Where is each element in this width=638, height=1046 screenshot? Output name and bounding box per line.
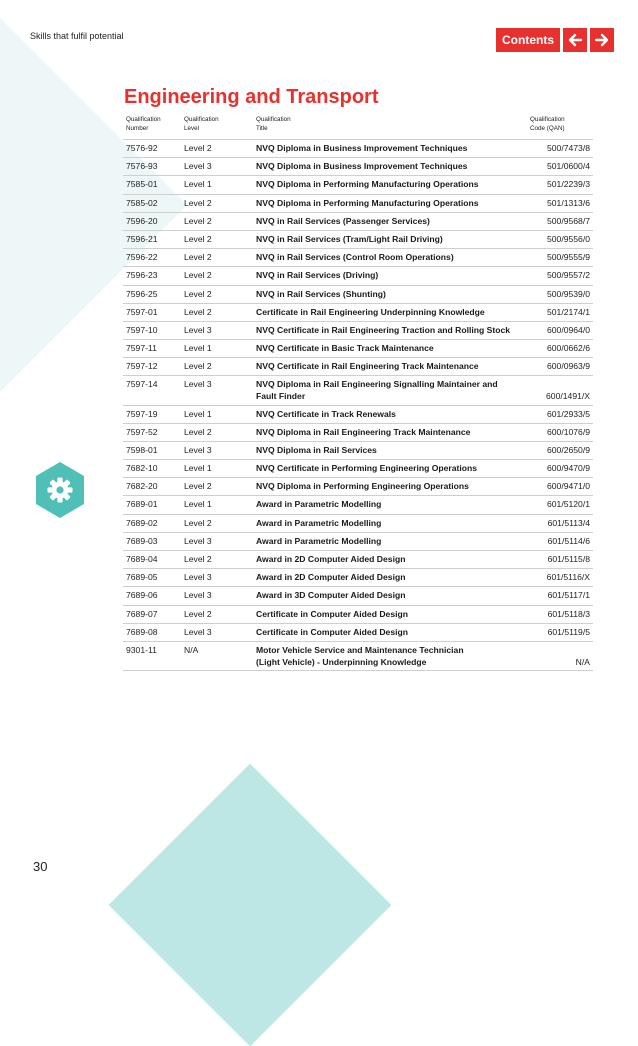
qualification-title: NVQ in Rail Services (Shunting)	[253, 285, 527, 303]
qualification-number: 7689-01	[123, 496, 181, 514]
qualification-level: Level 1	[181, 176, 253, 194]
table-row	[123, 478, 593, 496]
qualification-number: 7597-14	[123, 376, 181, 405]
qualification-level: Level 3	[181, 532, 253, 550]
qualification-level: Level 2	[181, 605, 253, 623]
qualification-level: Level 3	[181, 587, 253, 605]
qualification-level: Level 2	[181, 267, 253, 285]
gear-icon	[31, 461, 89, 519]
qualification-number: 7689-05	[123, 569, 181, 587]
qualification-code: 500/9557/2	[527, 267, 593, 285]
table-row	[123, 140, 593, 158]
qualification-number: 7597-12	[123, 358, 181, 376]
qualification-code: 500/9568/7	[527, 212, 593, 230]
qualification-number: 7689-02	[123, 514, 181, 532]
qualification-code: 600/0964/0	[527, 321, 593, 339]
qualification-title: Motor Vehicle Service and Maintenance Technician (Light Vehicle) - Underpinning Knowledge	[253, 641, 527, 670]
section-badge	[31, 461, 89, 519]
qualification-code: 500/9556/0	[527, 230, 593, 248]
qualification-title: Award in 2D Computer Aided Design	[253, 569, 527, 587]
qualification-level: Level 2	[181, 358, 253, 376]
qualification-number: 7689-03	[123, 532, 181, 550]
column-header-title: Qualification Title	[253, 113, 527, 140]
header-navigation	[496, 28, 614, 52]
table-row	[123, 641, 593, 670]
qualification-title: Award in Parametric Modelling	[253, 514, 527, 532]
qualification-number: 7596-25	[123, 285, 181, 303]
table-row	[123, 376, 593, 405]
qualification-level: Level 2	[181, 551, 253, 569]
qualification-number: 7585-02	[123, 194, 181, 212]
table-row	[123, 158, 593, 176]
qualification-number: 7597-10	[123, 321, 181, 339]
qualification-code: 601/5113/4	[527, 514, 593, 532]
arrow-right-icon	[594, 32, 610, 48]
qualification-title: Award in 3D Computer Aided Design	[253, 587, 527, 605]
qualification-title: NVQ Diploma in Business Improvement Techniques	[253, 140, 527, 158]
table-row	[123, 423, 593, 441]
table-row	[123, 460, 593, 478]
qualification-title: NVQ Certificate in Track Renewals	[253, 405, 527, 423]
qualification-title: Certificate in Computer Aided Design	[253, 605, 527, 623]
table-row	[123, 176, 593, 194]
qualification-title: NVQ Diploma in Business Improvement Techniques	[253, 158, 527, 176]
qualification-level: Level 3	[181, 376, 253, 405]
qualification-level: Level 2	[181, 423, 253, 441]
qualification-level: Level 2	[181, 478, 253, 496]
qualification-code: 500/9555/9	[527, 249, 593, 267]
qualification-code: 600/1076/9	[527, 423, 593, 441]
page-number: 30	[33, 859, 48, 874]
qualification-title: NVQ Diploma in Performing Manufacturing Operations	[253, 194, 527, 212]
header-tagline: Skills that fulfil potential	[30, 31, 124, 41]
table-row	[123, 605, 593, 623]
qualification-level: Level 3	[181, 158, 253, 176]
qualification-level: Level 3	[181, 623, 253, 641]
qualification-level: Level 2	[181, 140, 253, 158]
table-row	[123, 230, 593, 248]
qualification-title: NVQ Certificate in Rail Engineering Traction and Rolling Stock	[253, 321, 527, 339]
qualification-level: Level 2	[181, 212, 253, 230]
qualification-level: Level 2	[181, 303, 253, 321]
qualification-title: NVQ Certificate in Rail Engineering Track Maintenance	[253, 358, 527, 376]
qualification-number: 9301-11	[123, 641, 181, 670]
table-row	[123, 623, 593, 641]
qualification-title: NVQ Diploma in Rail Services	[253, 441, 527, 459]
qualification-level: Level 1	[181, 340, 253, 358]
qualification-code: 601/5116/X	[527, 569, 593, 587]
background-diamond-bottom	[109, 764, 392, 1046]
column-header-code: Qualification Code (QAN)	[527, 113, 593, 140]
qualification-level: Level 2	[181, 230, 253, 248]
qualification-code: 601/5119/5	[527, 623, 593, 641]
table-row	[123, 321, 593, 339]
qualification-title: NVQ Diploma in Performing Engineering Operations	[253, 478, 527, 496]
previous-page-button[interactable]	[563, 28, 587, 52]
qualification-number: 7597-19	[123, 405, 181, 423]
qualification-title: NVQ in Rail Services (Passenger Services)	[253, 212, 527, 230]
qualification-title: Award in Parametric Modelling	[253, 496, 527, 514]
qualification-title: Certificate in Computer Aided Design	[253, 623, 527, 641]
table-row	[123, 194, 593, 212]
column-header-number: Qualification Number	[123, 113, 181, 140]
qualification-code: 501/2174/1	[527, 303, 593, 321]
qualification-number: 7597-11	[123, 340, 181, 358]
qualification-number: 7596-23	[123, 267, 181, 285]
qualification-title: NVQ in Rail Services (Driving)	[253, 267, 527, 285]
qualification-number: 7585-01	[123, 176, 181, 194]
table-row	[123, 587, 593, 605]
qualification-number: 7689-04	[123, 551, 181, 569]
table-row	[123, 441, 593, 459]
qualification-level: Level 3	[181, 321, 253, 339]
table-row	[123, 212, 593, 230]
qualification-number: 7689-08	[123, 623, 181, 641]
qualification-code: 600/9471/0	[527, 478, 593, 496]
table-row	[123, 405, 593, 423]
qualification-number: 7689-06	[123, 587, 181, 605]
qualification-title: Award in 2D Computer Aided Design	[253, 551, 527, 569]
qualification-code: 600/1491/X	[527, 376, 593, 405]
qualification-level: Level 2	[181, 514, 253, 532]
table-row	[123, 358, 593, 376]
qualification-number: 7576-92	[123, 140, 181, 158]
qualification-title: NVQ Diploma in Performing Manufacturing Operations	[253, 176, 527, 194]
qualification-code: 501/1313/6	[527, 194, 593, 212]
qualification-code: N/A	[527, 641, 593, 670]
table-row	[123, 340, 593, 358]
qualification-level: Level 3	[181, 441, 253, 459]
qualification-title: Certificate in Rail Engineering Underpinning Knowledge	[253, 303, 527, 321]
qualification-number: 7576-93	[123, 158, 181, 176]
qualification-code: 600/0963/9	[527, 358, 593, 376]
qualification-number: 7596-20	[123, 212, 181, 230]
qualification-code: 600/9470/9	[527, 460, 593, 478]
qualification-level: Level 2	[181, 249, 253, 267]
qualification-code: 501/2239/3	[527, 176, 593, 194]
qualification-title: NVQ in Rail Services (Control Room Operations)	[253, 249, 527, 267]
qualification-level: Level 1	[181, 496, 253, 514]
qualification-title: NVQ in Rail Services (Tram/Light Rail Driving)	[253, 230, 527, 248]
qualification-number: 7597-01	[123, 303, 181, 321]
qualifications-table	[123, 113, 593, 671]
qualification-level: Level 2	[181, 194, 253, 212]
qualification-level: Level 1	[181, 405, 253, 423]
qualification-title: NVQ Diploma in Rail Engineering Track Maintenance	[253, 423, 527, 441]
qualification-number: 7597-52	[123, 423, 181, 441]
qualification-code: 601/2933/5	[527, 405, 593, 423]
next-page-button[interactable]	[590, 28, 614, 52]
qualification-number: 7682-10	[123, 460, 181, 478]
table-row	[123, 267, 593, 285]
qualification-code: 601/5118/3	[527, 605, 593, 623]
table-header-row	[123, 113, 593, 140]
contents-button[interactable]: Contents	[496, 28, 560, 52]
qualification-level: Level 2	[181, 285, 253, 303]
table-row	[123, 569, 593, 587]
qualification-code: 500/9539/0	[527, 285, 593, 303]
table-row	[123, 496, 593, 514]
column-header-level: Qualification Level	[181, 113, 253, 140]
qualification-level: Level 1	[181, 460, 253, 478]
table-row	[123, 303, 593, 321]
arrow-left-icon	[567, 32, 583, 48]
qualification-title: NVQ Certificate in Performing Engineering Operations	[253, 460, 527, 478]
qualification-code: 601/5120/1	[527, 496, 593, 514]
qualification-number: 7598-01	[123, 441, 181, 459]
qualification-level: Level 3	[181, 569, 253, 587]
qualification-number: 7596-22	[123, 249, 181, 267]
qualification-number: 7689-07	[123, 605, 181, 623]
page-title: Engineering and Transport	[124, 86, 379, 108]
qualification-title: Award in Parametric Modelling	[253, 532, 527, 550]
qualification-code: 501/0600/4	[527, 158, 593, 176]
qualification-code: 600/2650/9	[527, 441, 593, 459]
qualification-code: 601/5114/6	[527, 532, 593, 550]
qualification-level: N/A	[181, 641, 253, 670]
qualification-code: 600/0662/6	[527, 340, 593, 358]
table-row	[123, 532, 593, 550]
qualification-code: 601/5115/8	[527, 551, 593, 569]
qualification-number: 7682-20	[123, 478, 181, 496]
qualification-code: 601/5117/1	[527, 587, 593, 605]
qualification-number: 7596-21	[123, 230, 181, 248]
table-row	[123, 285, 593, 303]
table-row	[123, 551, 593, 569]
table-row	[123, 249, 593, 267]
qualification-title: NVQ Diploma in Rail Engineering Signalling Maintainer and Fault Finder	[253, 376, 527, 405]
qualification-code: 500/7473/8	[527, 140, 593, 158]
table-row	[123, 514, 593, 532]
qualification-title: NVQ Certificate in Basic Track Maintenance	[253, 340, 527, 358]
